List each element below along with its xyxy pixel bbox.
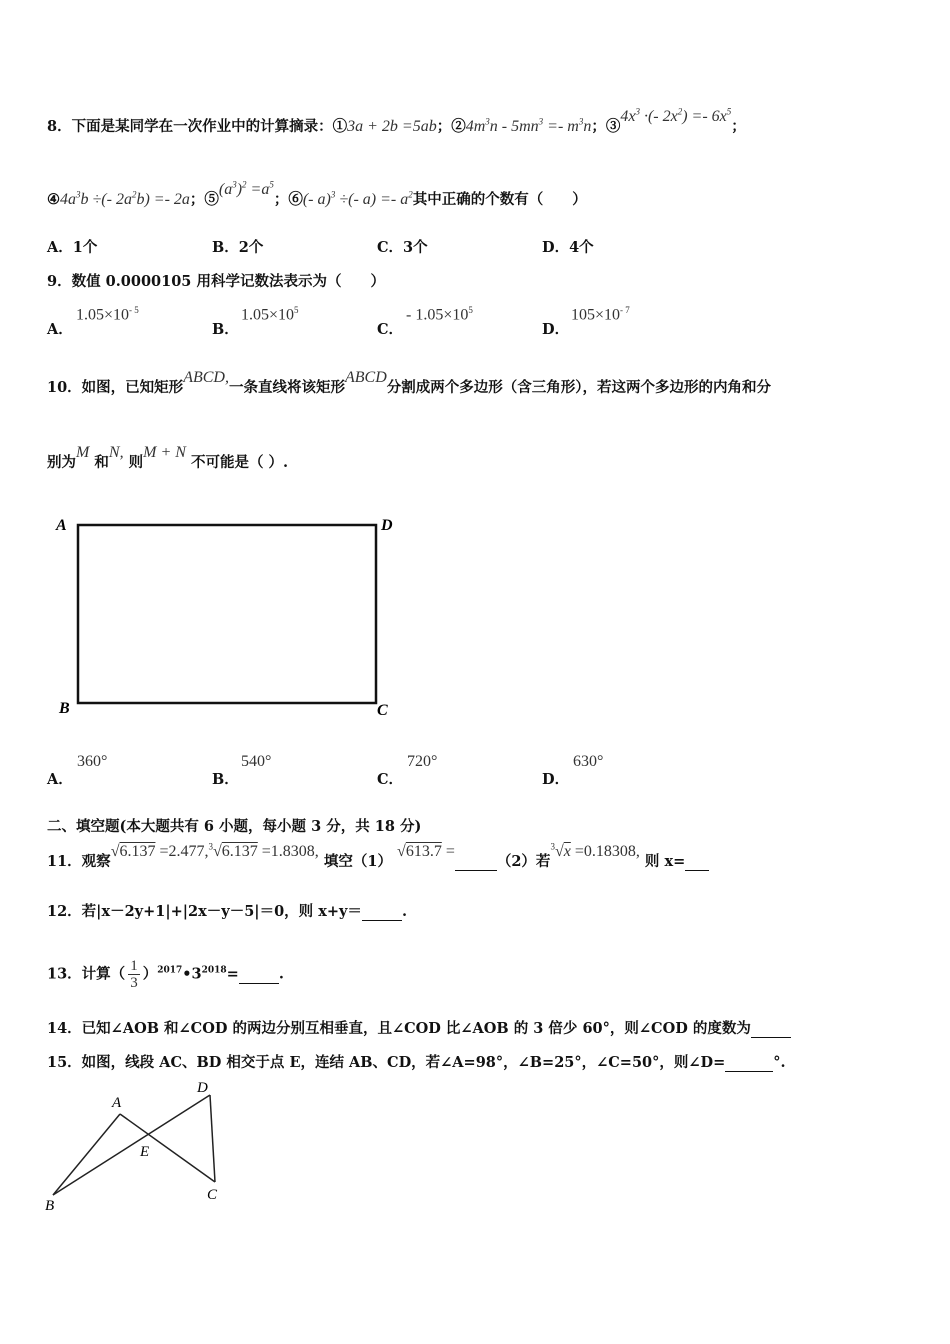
section-title: 二、填空题(本大题共有 6 小题，每小题 3 分，共 18 分) xyxy=(47,818,422,835)
intersecting-segments-figure xyxy=(40,1075,240,1215)
q8-option-a[interactable]: A．1个 xyxy=(47,239,98,256)
q9-option-d-value[interactable]: $105\times 10^{- 7}$ xyxy=(571,305,630,324)
q11-blank-2[interactable] xyxy=(685,853,709,871)
q12-blank[interactable] xyxy=(362,903,402,921)
rectangle-abcd xyxy=(78,525,376,703)
q8-expr2: $4m^3n - 5mn^3 =- m^3n$ xyxy=(465,116,592,135)
q8-expr4: $4a^3b$ ÷(- $2a^2b) =- 2a$ xyxy=(60,189,190,208)
q13-fraction: $\frac{1}{3}$ xyxy=(130,958,138,991)
q9-option-a-key[interactable]: A． xyxy=(47,321,73,338)
q9-option-d-key[interactable]: D． xyxy=(542,321,570,338)
q15-blank[interactable] xyxy=(725,1054,773,1072)
q9-stem: 9．数值 0.0000105 用科学记数法表示为（ ） xyxy=(47,273,385,290)
rectangle-figure xyxy=(50,512,410,722)
q11-expr3: √613.7 = xyxy=(397,843,455,860)
q13-line: 13．计算（ $\frac{1}{3}$ ）$^{2017}•3^{2018}=$ . xyxy=(47,958,284,991)
q15-line: 15．如图，线段 AC、BD 相交于点 E，连结 AB、CD，若∠A=98°，∠B=25°，∠C=50°，则∠D= °. xyxy=(47,1054,786,1071)
q9-option-b-key[interactable]: B． xyxy=(212,321,239,338)
q8-expr1: 3a + 2b =5ab xyxy=(347,118,437,135)
point-a-label: A xyxy=(112,1095,122,1111)
q8-option-b[interactable]: B．2个 xyxy=(212,239,264,256)
q11-expr2: $^3$√6.137 =1.8308, xyxy=(208,841,319,860)
q9-option-c-value[interactable]: - $1.05\times 10^5$ xyxy=(406,305,473,324)
q14-line: 14．已知∠AOB 和∠COD 的两边分别互相垂直，且∠COD 比∠AOB 的 3 倍少 60°，则∠COD 的度数为 xyxy=(47,1017,791,1038)
q10-option-b-value[interactable]: 540° xyxy=(241,753,272,770)
q10-line2: 别为M 和N, 则M + N 不可能是（ ）. xyxy=(47,444,289,471)
point-c-label: C xyxy=(207,1187,218,1203)
q8-line1: 8．下面是某同学在一次作业中的计算摘录：①3a + 2b =5ab；$②4m^3n - 5mn^3 =- m^3n$；$③4x^3$ ·(- $2x^2) =- 6x^5$； xyxy=(47,106,746,135)
q11-expr4: $^3$√x =0.18308, xyxy=(550,841,640,860)
q10-option-c-key[interactable]: C． xyxy=(377,771,404,788)
q8-expr3: $4x^3$ ·(- $2x^2) =- 6x^5$ xyxy=(620,106,732,125)
q14-blank[interactable] xyxy=(751,1020,791,1038)
q8-expr5: $(a^3)^2 =a^5$ xyxy=(218,179,274,198)
vertex-b-label: B xyxy=(59,700,70,717)
segment-ac xyxy=(120,1114,215,1182)
q8-option-c[interactable]: C．3个 xyxy=(377,239,428,256)
point-b-label: B xyxy=(45,1198,55,1214)
q10-option-b-key[interactable]: B． xyxy=(212,771,239,788)
q10-line1: 10．如图，已知矩形ABCD,一条直线将该矩形ABCD分割成两个多边形（含三角形），若这两个多边形的内角和分 xyxy=(47,369,771,396)
segment-dc xyxy=(210,1095,215,1182)
q10-option-d-key[interactable]: D． xyxy=(542,771,570,788)
q10-option-d-value[interactable]: 630° xyxy=(573,753,604,770)
q9-option-b-value[interactable]: $1.05\times 10^5$ xyxy=(241,305,299,324)
q13-blank[interactable] xyxy=(239,966,279,984)
vertex-a-label: A xyxy=(56,517,67,534)
q11-blank-1[interactable] xyxy=(455,853,497,871)
vertex-d-label: D xyxy=(381,517,393,534)
segment-bd xyxy=(53,1095,210,1195)
q10-option-c-value[interactable]: 720° xyxy=(407,753,438,770)
segment-ba xyxy=(53,1114,120,1195)
q10-option-a-key[interactable]: A． xyxy=(47,771,73,788)
q8-option-d[interactable]: D．4个 xyxy=(542,239,594,256)
point-d-label: D xyxy=(197,1080,208,1096)
q8-expr6: (- a)$^3$ ÷(- $a) =- a^2$ xyxy=(302,189,413,208)
q10-option-a-value[interactable]: 360° xyxy=(77,753,108,770)
point-e-label: E xyxy=(140,1144,150,1160)
q9-option-c-key[interactable]: C． xyxy=(377,321,404,338)
q11-expr1: √6.137 =2.477, xyxy=(110,843,209,860)
q12-line: 12．若|x－2y+1|+|2x－y－5|＝0，则 x+y＝ . xyxy=(47,903,407,920)
q8-line2: $④4a^3b$ ÷(- $2a^2b) =- 2a$；$⑤(a^3)^2 =a^5$；⑥(- a)$^3$ ÷(- $a) =- a^2$其中正确的个数有（ ） xyxy=(47,179,587,208)
vertex-c-label: C xyxy=(377,702,388,719)
q11-line: 11．观察√6.137 =2.477,$^3$√6.137 =1.8308, 填空（1） √613.7 = （2）若$^3$√x =0.18308, 则 x= xyxy=(47,850,709,871)
q9-option-a-value[interactable]: $1.05\times 10^{- 5}$ xyxy=(76,305,139,324)
